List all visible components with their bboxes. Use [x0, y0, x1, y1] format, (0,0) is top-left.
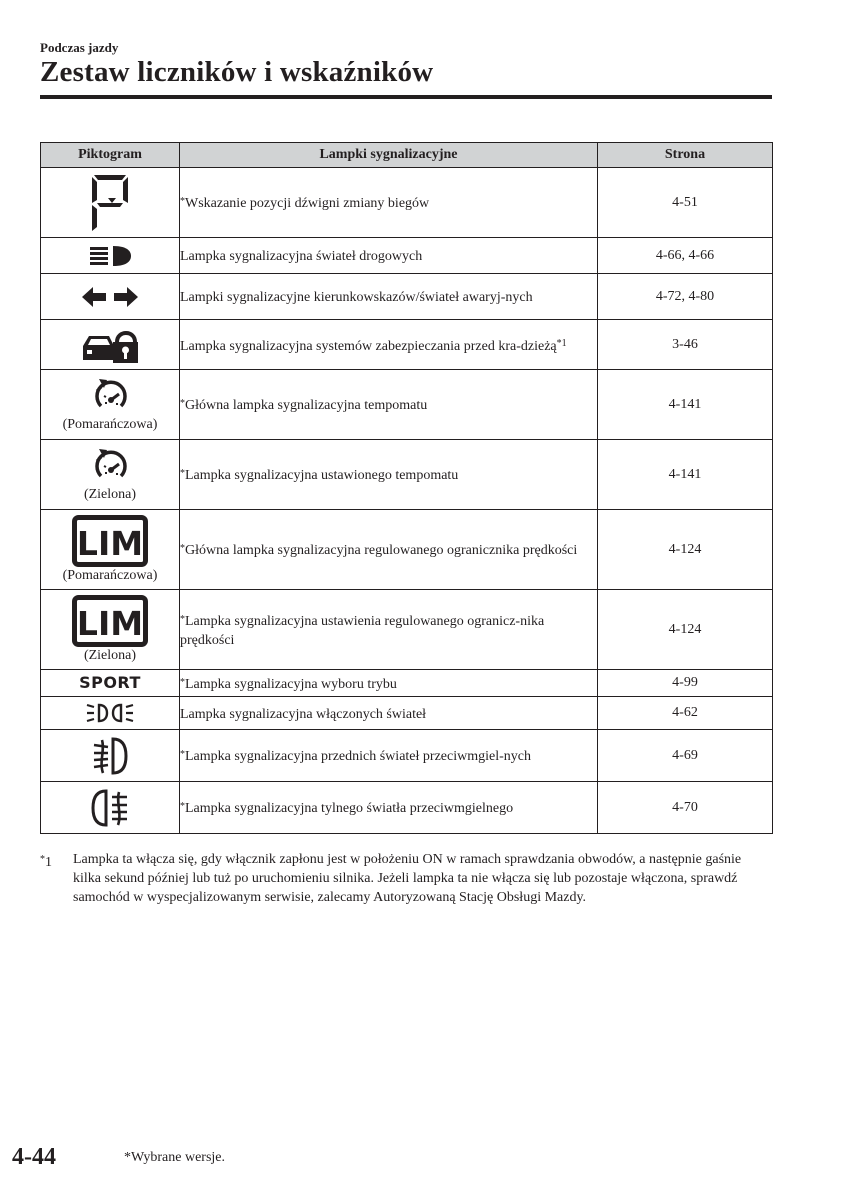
page-reference: 4-66, 4-66	[598, 238, 773, 274]
color-caption: (Pomarańczowa)	[62, 568, 158, 583]
asterisk: *	[180, 613, 185, 625]
page-reference: 4-141	[598, 440, 773, 510]
security-car-lock-icon	[81, 326, 139, 364]
section-label: Podczas jazdy	[40, 40, 119, 55]
pictogram-cell	[41, 670, 180, 697]
page-reference: 4-124	[598, 510, 773, 590]
asterisk: *	[180, 398, 185, 409]
table-row	[41, 697, 773, 730]
page-reference: 4-99	[598, 670, 773, 697]
asterisk: *	[180, 543, 185, 554]
table-row	[41, 590, 773, 670]
footnote-ref: *1	[556, 337, 567, 349]
table-row	[41, 238, 773, 274]
lamp-description: Lampka sygnalizacyjna ustawienia regulowanego ogranicz-nika prędkości	[180, 613, 545, 648]
description-cell	[180, 320, 598, 370]
optional-equipment-note: *Wybrane wersje.	[124, 1150, 226, 1165]
footnote-text: Lampka ta włącza się, gdy włącznik zapłonu jest w położeniu ON w ramach sprawdzania obwodów, a następnie gaśnie kilka sekund później lub tuż po uruchomieniu silnika. Jeżeli lampka ta nie włącza się lub pozostaje włączona, sprawdź samochód w wyspecjalizowanym serwisie, zalecamy Autoryzowaną Stację Obsługi Mazdy.	[73, 852, 742, 905]
title-rule	[40, 95, 772, 99]
asterisk: *	[180, 196, 185, 207]
pictogram-cell	[41, 238, 180, 274]
lim-label: LIM	[76, 604, 144, 643]
asterisk: *	[180, 468, 185, 479]
description-cell	[180, 168, 598, 238]
sport-mode-icon: SPORT	[79, 673, 141, 692]
page-reference: 4-141	[598, 370, 773, 440]
page-number: 4-44	[12, 1144, 56, 1170]
table-row	[41, 670, 773, 697]
column-header-lamps: Lampki sygnalizacyjne	[180, 143, 598, 168]
page-reference: 4-69	[598, 730, 773, 782]
color-caption: (Zielona)	[83, 487, 137, 502]
lamp-description: Główna lampka sygnalizacyjna tempomatu	[185, 398, 428, 413]
lim-main-icon	[72, 515, 148, 567]
table-row	[41, 510, 773, 590]
lim-label: LIM	[76, 524, 144, 563]
asterisk: *	[180, 801, 185, 812]
table-row	[41, 440, 773, 510]
page-reference: 4-72, 4-80	[598, 274, 773, 320]
warning-lights-table	[40, 142, 773, 834]
description-cell	[180, 510, 598, 590]
lamp-description: Lampka sygnalizacyjna włączonych świateł	[180, 706, 427, 722]
table-row	[41, 730, 773, 782]
pictogram-cell	[41, 510, 180, 590]
asterisk: *	[180, 676, 185, 688]
table-row	[41, 168, 773, 238]
footnote-star: *	[40, 854, 45, 865]
page-reference: 4-124	[598, 590, 773, 670]
turn-signal-arrows-icon	[81, 286, 139, 308]
pictogram-cell	[41, 697, 180, 730]
rear-fog-light-icon	[91, 788, 129, 828]
description-cell	[180, 370, 598, 440]
asterisk: *	[180, 749, 185, 760]
pictogram-cell	[41, 730, 180, 782]
lamp-description: Lampka sygnalizacyjna świateł drogowych	[180, 249, 423, 264]
lamp-description: Główna lampka sygnalizacyjna regulowanego ogranicznika prędkości	[185, 543, 578, 558]
page-reference: 4-62	[598, 697, 773, 730]
color-caption: (Zielona)	[83, 648, 137, 663]
description-cell	[180, 782, 598, 834]
lamp-description: Lampka sygnalizacyjna wyboru trybu	[185, 676, 397, 692]
description-cell	[180, 670, 598, 697]
lamp-description: Lampka sygnalizacyjna ustawionego tempomatu	[185, 468, 459, 483]
lamp-description: Lampka sygnalizacyjna przednich świateł przeciwmgiel-nych	[185, 749, 531, 764]
footnote-marker	[40, 850, 52, 872]
description-cell	[180, 238, 598, 274]
page-reference: 3-46	[598, 320, 773, 370]
lim-set-icon	[72, 595, 148, 647]
description-cell	[180, 730, 598, 782]
lights-on-icon	[85, 702, 135, 724]
lamp-description: Lampki sygnalizacyjne kierunkowskazów/świateł awaryj-nych	[180, 290, 533, 305]
description-cell	[180, 274, 598, 320]
table-row	[41, 274, 773, 320]
pictogram-cell	[41, 274, 180, 320]
pictogram-cell	[41, 782, 180, 834]
color-caption: (Pomarańczowa)	[62, 417, 158, 432]
pictogram-cell	[41, 440, 180, 510]
description-cell	[180, 697, 598, 730]
description-cell	[180, 440, 598, 510]
description-cell	[180, 590, 598, 670]
footnote-number: 1	[45, 855, 52, 870]
pictogram-cell	[41, 168, 180, 238]
page-title: Zestaw liczników i wskaźników	[40, 56, 434, 88]
lamp-description: Lampka sygnalizacyjna tylnego światła przeciwmgielnego	[185, 801, 514, 816]
table-row	[41, 370, 773, 440]
column-header-pictogram: Piktogram	[41, 143, 180, 168]
table-header-row	[41, 143, 773, 168]
pictogram-cell	[41, 320, 180, 370]
gear-position-p-icon	[88, 173, 132, 233]
high-beam-icon	[87, 244, 133, 268]
column-header-page: Strona	[598, 143, 773, 168]
page-reference: 4-51	[598, 168, 773, 238]
table-row	[41, 320, 773, 370]
front-fog-light-icon	[92, 736, 128, 776]
pictogram-cell	[41, 370, 180, 440]
cruise-control-set-icon	[91, 446, 129, 486]
page-reference: 4-70	[598, 782, 773, 834]
lamp-description: Wskazanie pozycji dźwigni zmiany biegów	[185, 196, 430, 211]
lamp-description: Lampka sygnalizacyjna systemów zabezpieczania przed kra-dzieżą	[180, 338, 557, 354]
table-row	[41, 782, 773, 834]
cruise-control-main-icon	[91, 376, 129, 416]
pictogram-cell	[41, 590, 180, 670]
